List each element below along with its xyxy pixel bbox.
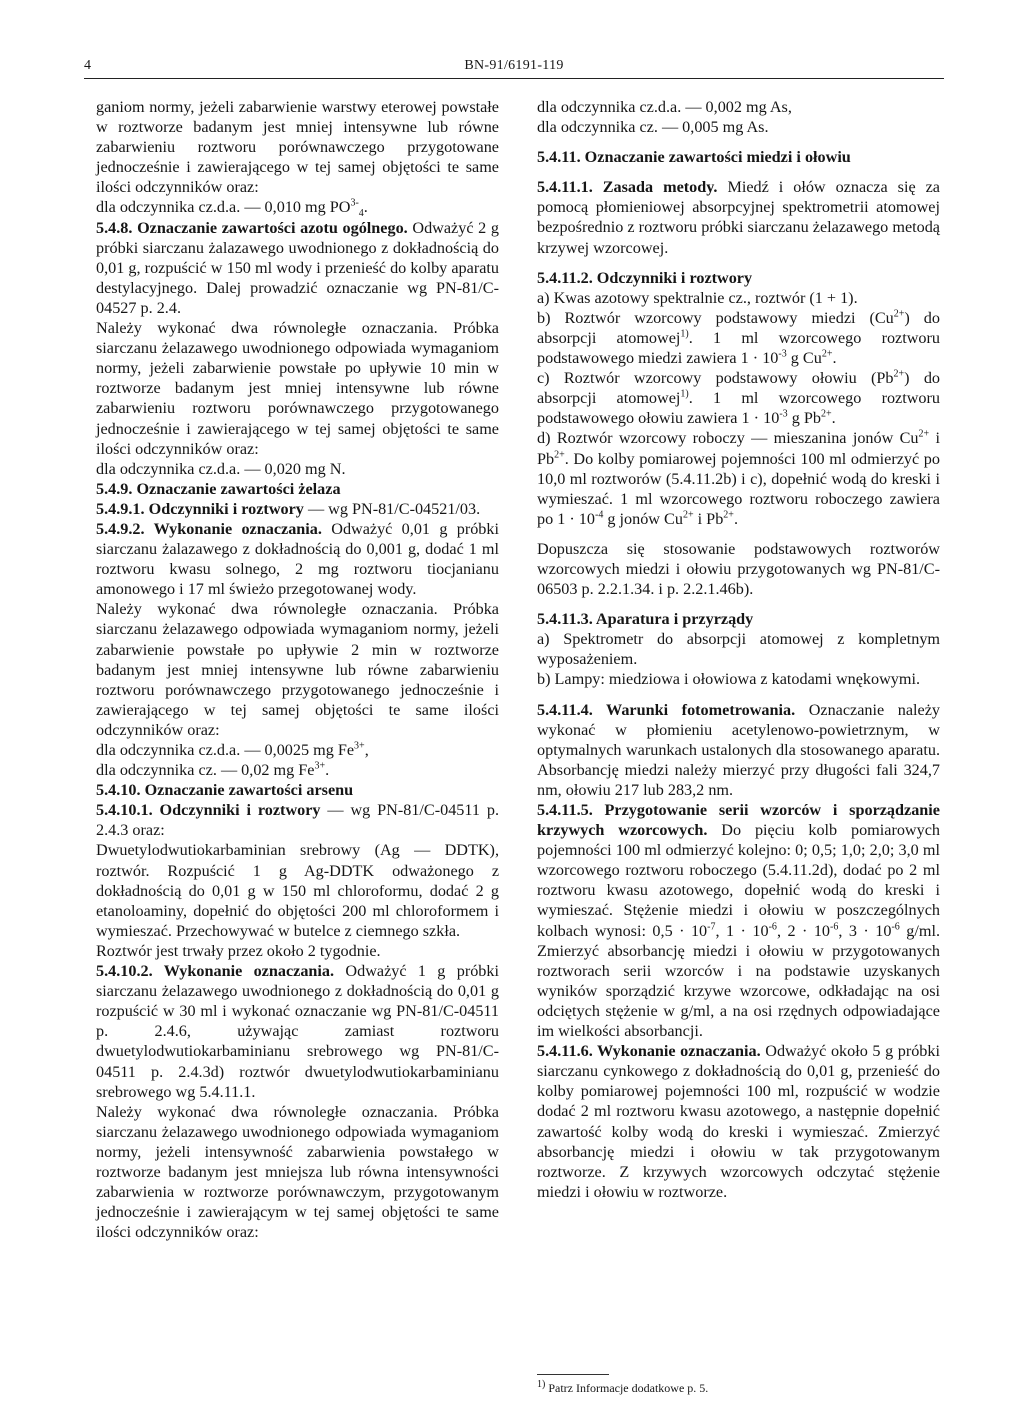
text: , 3 · 10 [838,921,892,940]
superscript: -3 [778,348,787,360]
section-heading: 5.4.8. Oznaczanie zawartości azotu ogólnego. [96,218,408,237]
exponent: -6 [768,921,777,933]
text: i Pb [537,429,940,468]
section-heading-5-4-11-3: 5.4.11.3. Aparatura i przyrządy [537,610,754,629]
text: . [363,198,368,217]
text: c) Roztwór wzorcowy podstawowy ołowiu (Pb [537,369,894,388]
footnote-text: Patrz Informacje dodatkowe p. 5. [545,1381,709,1395]
text: . 1 ml wzorcowego roztworu podstawowego ołowiu zawiera 1 · 10 [537,389,941,428]
paragraph: ganiom normy, jeżeli zabarwienie warstwy eterowej powstałe w roztworze badanym jest mniej intensywne lub równe zabarwieniu roztworu porównawczego przygotowane jednocześnie i zawierającego w tej samej objętości te same ilości odczynników oraz: [96,98,499,197]
paragraph: dla odczynnika cz.d.a. — 0,002 mg As, [537,98,792,116]
text: i Pb [693,509,724,528]
section-text: Odważyć około 5 g próbki siarczanu cynkowego z dokładnością do 0,01 g, przenieść do kolby pomiarowej pojemności 100 ml, rozpuścić w wodzie dodać 2 ml roztworu kwasu azotowego, a następnie dopełnić zawartość kolby wodą do kreski i wymieszać. Zmierzyć absorbancję miedzi i ołowiu w tak przygotowanym roztworze. Z krzywych wzorcowych odczytać stężenie miedzi i ołowiu w roztworze. [537,1042,940,1201]
section-text: Odważyć 2 g próbki siarczanu żalazawego uwodnionego z dokładnością do 0,01 g, rozpuścić w 150 ml wody i przenieść do kolby aparatu destylacyjnego. Dalej prowadzić oznaczanie wg PN-81/C-04527 p. 2.4. [96,218,499,317]
list-item-c [537,368,940,428]
list-item-b: b) Lampy: miedziowa i ołowiowa z katodami wnękowymi. [537,670,921,689]
section-text: Oznaczanie należy wykonać w płomieniu acetylenowo-powietrznym, w optymalnych warunkach ustalonych dla stosowanego aparatu. Absorbancję miedzi należy mierzyć przy długości fali 324,7 nm, ołowiu 217 lub 283,2 nm. [537,700,940,799]
section-heading-5-4-11: 5.4.11. Oznaczanie zawartości miedzi i ołowiu [537,148,851,167]
paragraph [96,197,499,220]
superscript: 3- [350,198,359,210]
superscript: -3 [779,408,788,420]
superscript: 3+ [314,760,326,772]
footnote-rule [537,1374,609,1375]
list-item-a: a) Kwas azotowy spektralnie cz., roztwór (1 + 1). [537,288,858,307]
text: ) do absorpcji atomowej [537,369,941,408]
document-id: BN-91/6191-119 [464,58,564,73]
footnote-ref: 1) [680,328,689,340]
section-text: Miedź i ołów oznacza się za pomocą płomieniowej absorpcyjnej spektrometrii atomowej bezpośrednio z roztworu próbki siarczanu żelazawego metodą krzywej wzorcowej. [537,178,940,257]
section-5-4-11-1 [537,177,940,257]
text: g Pb [787,409,821,428]
left-column [96,97,499,1242]
superscript: 2+ [893,368,905,380]
text: dla odczynnika cz.d.a. — 0,0025 mg Fe [96,741,355,759]
spacer [537,258,940,268]
superscript: -4 [595,509,604,521]
section-text: Do pięciu kolb pomiarowych pojemności 100 ml odmierzyć kolejno: 0; 0,5; 1,0; 2,0; 3,0 ml wzorcowego roztworu roboczego (5.4.11.2d), dodać po 2 ml roztworu kwasu azotowego, dopełnić wodą do kreski i wymieszać. Stężenie miedzi i ołowiu w poszczególnych kolbach wynosi: 0,5 · 10 [537,821,940,940]
exponent: -6 [830,921,839,933]
paragraph: dla odczynnika cz. — 0,005 mg As. [537,118,769,137]
list-item-b [537,308,940,368]
section-heading: 5.4.9.2. Wykonanie oznaczania. [96,519,322,538]
superscript: 2+ [723,509,734,521]
superscript: 3+ [354,740,365,752]
superscript: 2+ [820,408,832,420]
section-5-4-11-5 [537,800,940,1041]
paragraph: Należy wykonać dwa równoległe oznaczania. Próbka siarczanu żelazawego uwodnionego odpowiada wymaganiom normy, jeżeli zabarwienie powstałe po upływie 10 min w roztworze badanym jest mniej intensywne lub równe zabarwieniu roztworu porównawczego przygotowanego jednocześnie i zawierającego w tej samej objętości te same ilości odczynników oraz: [96,319,499,458]
text: . [832,349,837,368]
text: dla odczynnika cz.d.a. — 0,010 mg PO [96,198,351,217]
section-5-4-11-4 [537,700,940,800]
paragraph: Należy wykonać dwa równoległe oznaczania. Próbka siarczanu żelazawego uwodnionego odpowiada wymaganiom normy, jeżeli intensywność zabarwienia powstałego w roztworze badanym jest mniejsza lub równa intensywności zabarwienia w roztworze porównawczym, przygotowanym jednocześnie i zawierającym w tej samej objętości te same ilości odczynników oraz: [96,1102,499,1242]
footnote-mark: 1) [537,1379,546,1390]
section-5-4-8 [96,218,499,318]
text: , 2 · 10 [776,921,831,940]
exponent: -6 [891,921,900,933]
section-5-4-9-1 [96,499,499,519]
spacer [537,137,940,147]
paragraph: Dwuetylodwutiokarbaminian srebrowy (Ag — DDTK), roztwór. Rozpuścić 1 g Ag-DDTK odważonego z dokładnością do 0,01 g w 150 ml chloroformu, dodać 2 g etanoloaminy, dopełnić do objętości 200 ml chloroformem i wymieszać. Przechowywać w butelce z ciemnego szkła. [96,841,499,940]
text: . 1 ml wzorcowego roztworu podstawowego miedzi zawiera 1 · 10 [537,328,941,368]
section-heading: 5.4.11.6. Wykonanie oznaczania. [537,1042,761,1061]
paragraph [96,740,499,760]
spacer [537,690,940,700]
text: g/ml. Zmierzyć absorbancję miedzi i ołowiu w przygotowanych roztworach serii wzorców i na podstawie uzyskanych wyników sporządzić krzywe wzorcowe, odkładając na osi odciętych stężenie w g/ml, a na osi rzędnych odpowiadające im wielkości absorbancji. [537,921,940,1041]
section-heading: 5.4.10.1. Odczynniki i roztwory [96,801,321,820]
section-5-4-11-6 [537,1041,940,1202]
spacer [537,599,940,609]
exponent: -7 [707,921,716,933]
superscript: 2+ [554,449,565,461]
section-text: Odważyć 0,01 g próbki siarczanu żalazawego z dokładnością do 0,001 g, dodać 1 ml roztworu kwasu solnego, 2 mg roztworu tiocjanianu amonowego i 17 ml świeżo przegotowanej wody. [96,519,499,599]
text: . [733,509,738,528]
text: . [831,409,836,428]
paragraph: Dopuszcza się stosowanie podstawowych roztworów wzorcowych miedzi i ołowiu przygotowanych wg PN-81/C-06503 p. 2.2.1.34. i p. 2.2.1.46b). [537,539,940,599]
superscript: 2+ [682,509,694,521]
list-item-a: a) Spektrometr do absorpcji atomowej z kompletnym wyposażeniem. [537,630,940,669]
section-text: — wg PN-81/C-04511 p. 2.4.3 oraz: [96,801,500,840]
section-heading-5-4-11-2: 5.4.11.2. Odczynniki i roztwory [537,268,753,287]
right-column [537,97,940,1202]
section-text: — wg PN-81/C-04521/03. [303,499,481,518]
text: , 1 · 10 [715,921,769,940]
page-header [84,56,944,79]
subscript: 4 [358,208,364,220]
spacer [537,167,940,177]
section-heading: 5.4.11.1. Zasada metody. [537,178,718,197]
section-heading: 5.4.10.2. Wykonanie oznaczania. [96,962,335,981]
spacer [537,529,940,539]
text: . Do kolby pomiarowej pojemności 100 ml odmierzyć po 10,0 ml roztworów (5.4.11.2b) i c), dopełnić wodą do kreski i wymieszać. 1 ml wzorcowego roztworu roboczego zawiera po 1 · 10 [537,449,940,528]
superscript: 2+ [893,308,905,320]
text: ) do absorpcji atomowej [537,308,940,347]
section-heading-5-4-9: 5.4.9. Oznaczanie zawartości żelaza [96,479,341,498]
page-number: 4 [84,58,91,73]
footnote [537,1381,708,1396]
footnote-ref: 1) [680,388,689,400]
section-5-4-10-1 [96,800,499,840]
section-5-4-9-2 [96,519,499,599]
section-heading: 5.4.11.4. Warunki fotometrowania. [537,700,796,719]
superscript: 2+ [821,348,833,360]
section-heading: 5.4.9.1. Odczynniki i roztwory [96,499,304,518]
text: d) Roztwór wzorcowy roboczy — mieszanina jonów Cu [537,429,919,448]
section-heading-5-4-10: 5.4.10. Oznaczanie zawartości arsenu [96,781,354,800]
text: g Cu [786,349,822,368]
paragraph: dla odczynnika cz.d.a. — 0,020 mg N. [96,459,346,478]
superscript: 2+ [918,429,930,441]
text: dla odczynnika cz. — 0,02 mg Fe [96,761,315,780]
section-text: Odważyć 1 g próbki siarczanu żelazawego uwodnionego z dokładnością do 0,01 g rozpuścić w 30 ml i wykonać oznaczanie wg PN-81/C-04511 p. 2.4.6, używając zamiast roztworu dwuetylodwutiokarbaminianu srebrowego wg PN-81/C-04511 p. 2.4.3d) roztwór dwuetylodwutiokarbaminianu srebrowego wg 5.4.11.1. [96,962,499,1101]
text: g jonów Cu [603,509,683,528]
paragraph [96,760,499,780]
text: b) Roztwór wzorcowy podstawowy miedzi (Cu [537,308,894,327]
text: , [364,741,369,759]
list-item-d [537,428,940,528]
section-5-4-10-2 [96,961,499,1102]
section-heading: 5.4.11.5. Przygotowanie serii wzorców i sporządzanie krzywych wzorcowych. [537,801,940,840]
text: . [325,761,330,780]
paragraph: Roztwór jest trwały przez około 2 tygodnie. [96,941,381,960]
paragraph: Należy wykonać dwa równoległe oznaczania. Próbka siarczanu żelazawego odpowiada wymaganiom normy, jeżeli zabarwienie powstałe po upływie 2 min w roztworze badanym jest mniej intensywne lub równe zabarwieniu roztworu porównawczego przygotowanego jednocześnie i zawierającego w tej samej objętości te same ilości odczynników oraz: [96,600,499,739]
